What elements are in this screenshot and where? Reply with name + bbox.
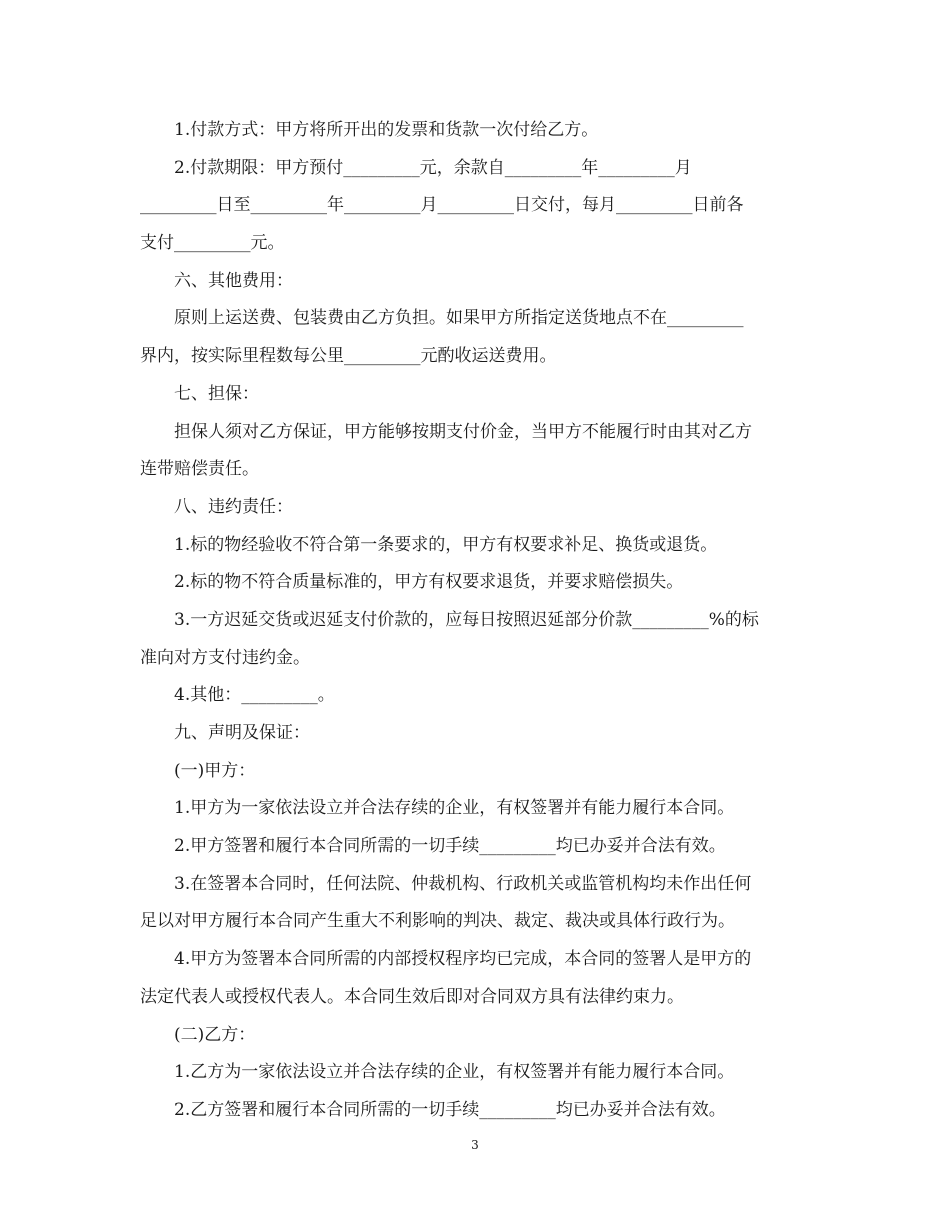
text-line: 1.甲方为一家依法设立并合法存续的企业，有权签署并有能力履行本合同。 [174,798,735,819]
text-line: 原则上运送费、包装费由乙方负担。如果甲方所指定送货地点不在_________ [174,308,744,329]
text-line: 1.乙方为一家依法设立并合法存续的企业，有权签署并有能力履行本合同。 [174,1062,735,1083]
text-line: 4.甲方为签署本合同所需的内部授权程序均已完成，本合同的签署人是甲方的 [174,949,752,970]
text-line: 连带赔偿责任。 [140,459,259,480]
text-line: 1.付款方式：甲方将所开出的发票和货款一次付给乙方。 [174,120,599,140]
text-line: 足以对甲方履行本合同产生重大不利影响的判决、裁定、裁决或具体行政行为。 [140,911,735,932]
text-line: 2.付款期限：甲方预付_________元，余款自_________年_________月 [174,157,692,178]
document-body [140,112,812,1130]
text-line: _________日至_________年_________月_________日交付，每月_________日前各 [140,195,744,216]
section-heading: 七、担保： [174,383,259,404]
text-line: 担保人须对乙方保证，甲方能够按期支付价金，当甲方不能履行时由其对乙方 [174,421,752,442]
text-line: 2.乙方签署和履行本合同所需的一切手续_________均已办妥并合法有效。 [174,1099,726,1120]
page-number: 3 [471,1138,479,1152]
section-heading: 八、违约责任： [174,496,293,517]
text-line: 支付_________元。 [140,233,285,254]
text-line: 3.一方迟延交货或迟延支付价款的，应每日按照迟延部分价款_________%的标 [174,609,759,630]
section-heading: 九、声明及保证： [174,723,310,743]
section-heading: 六、其他费用： [174,270,293,291]
subsection-heading: (二)乙方： [174,1024,256,1045]
text-line: 2.甲方签署和履行本合同所需的一切手续_________均已办妥并合法有效。 [174,836,726,857]
text-line: 法定代表人或授权代表人。本合同生效后即对合同双方具有法律约束力。 [140,986,684,1007]
text-line: 界内，按实际里程数每公里_________元酌收运送费用。 [140,346,557,367]
subsection-heading: (一)甲方： [174,760,256,781]
text-line: 1.标的物经验收不符合第一条要求的，甲方有权要求补足、换货或退货。 [174,534,718,555]
text-line: 准向对方支付违约金。 [140,647,310,668]
text-line: 3.在签署本合同时，任何法院、仲裁机构、行政机关或监管机构均未作出任何 [174,873,752,894]
text-line: 2.标的物不符合质量标准的，甲方有权要求退货，并要求赔偿损失。 [174,572,684,593]
text-line: 4.其他：_________。 [174,685,335,706]
